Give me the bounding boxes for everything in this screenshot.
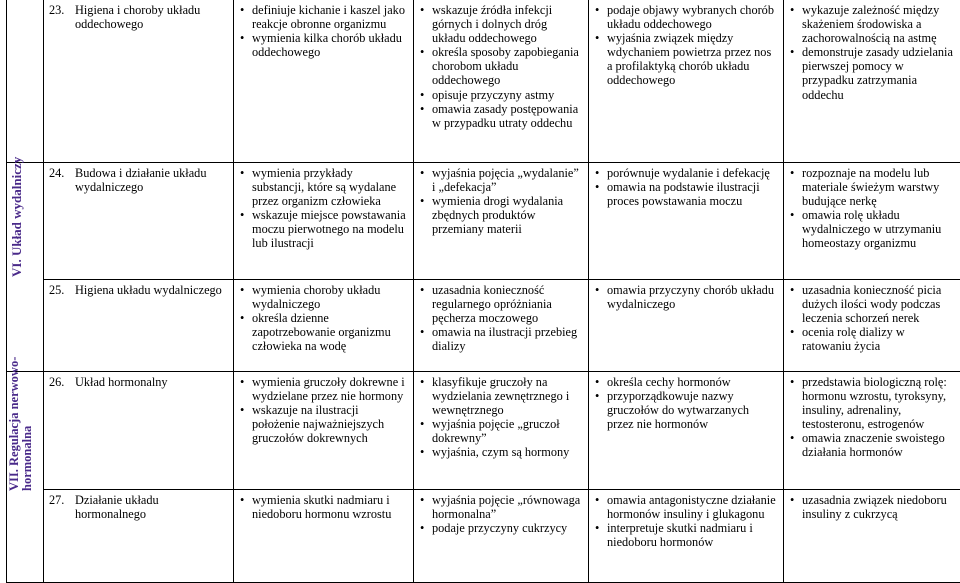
req-cell-c3 (589, 162, 784, 279)
requirement-list (594, 493, 778, 549)
list-item: • określa sposoby zapobiegania chorobom układu oddechowego (419, 45, 583, 87)
requirement-list (419, 166, 583, 236)
list-item: • wyjaśnia pojęcie „gruczoł dokrewny” (419, 417, 583, 445)
list-item: • uzasadnia konieczność regularnego opróżniania pęcherza moczowego (419, 283, 583, 325)
requirement-list (789, 3, 955, 102)
list-item: • uzasadnia konieczność picia dużych ilości wody podczas leczenia schorzeń nerek (789, 283, 955, 325)
list-item: • wymienia drogi wydalania zbędnych produktów przemiany materii (419, 194, 583, 236)
table-row (7, 0, 960, 162)
topic-cell (44, 162, 234, 279)
list-item: • wymienia skutki nadmiaru i niedoboru hormonu wzrostu (239, 493, 408, 521)
req-cell-c2 (414, 0, 589, 162)
req-cell-c4 (784, 371, 960, 489)
topic-title: Higiena i choroby układu oddechowego (75, 3, 201, 32)
curriculum-table (6, 0, 960, 583)
requirement-list (419, 3, 583, 130)
section-label: VI. Układ wydalniczy (9, 156, 24, 277)
requirement-list (594, 375, 778, 431)
list-item: • omawia przyczyny chorób układu wydalniczego (594, 283, 778, 311)
req-cell-c4 (784, 279, 960, 371)
list-item: • wskazuje miejsce powstawania moczu pierwotnego na modelu lub ilustracji (239, 208, 408, 250)
list-item: • klasyfikuje gruczoły na wydzielania zewnętrznego i wewnętrznego (419, 375, 583, 417)
requirement-list (594, 283, 778, 311)
list-item: • demonstruje zasady udzielania pierwszej pomocy w przypadku zatrzymania oddechu (789, 45, 955, 101)
requirement-list (789, 283, 955, 353)
list-item: • rozpoznaje na modelu lub materiale świeżym warstwy budujące nerkę (789, 166, 955, 208)
list-item: • omawia zasady postępowania w przypadku utraty oddechu (419, 102, 583, 130)
list-item: • omawia na podstawie ilustracji proces powstawania moczu (594, 180, 778, 208)
topic-title: Układ hormonalny (75, 374, 168, 389)
topic-number: 23. (49, 3, 65, 17)
list-item: • przyporządkowuje nazwy gruczołów do wytwarzanych przez nie hormonów (594, 389, 778, 431)
section-label: VII. Regulacja nerwowo- hormonalna (7, 356, 34, 491)
requirement-list (239, 166, 408, 251)
requirement-list (594, 3, 778, 88)
list-item: • uzasadnia związek niedoboru insuliny z cukrzycą (789, 493, 955, 521)
list-item: • wymienia gruczoły dokrewne i wydzielane przez nie hormony (239, 375, 408, 403)
req-cell-c4 (784, 0, 960, 162)
requirement-list (239, 3, 408, 59)
topic-number: 25. (49, 282, 65, 297)
req-cell-c1 (234, 162, 414, 279)
section-cell-excretory (7, 156, 44, 371)
req-cell-c2 (414, 279, 589, 371)
list-item: • wyjaśnia, czym są hormony (419, 445, 583, 459)
list-item: • omawia znaczenie swoistego działania hormonów (789, 431, 955, 459)
requirement-list (239, 375, 408, 445)
list-item: • omawia na ilustracji przebieg dializy (419, 325, 583, 353)
requirement-list (789, 166, 955, 251)
section-cell-respiratory (7, 0, 44, 162)
requirement-list (239, 493, 408, 521)
topic-title: Higiena układu wydalniczego (75, 282, 222, 297)
list-item: • definiuje kichanie i kaszel jako reakcje obronne organizmu (239, 3, 408, 31)
table-row (7, 489, 960, 582)
list-item: • omawia antagonistyczne działanie hormonów insuliny i glukagonu (594, 493, 778, 521)
list-item: • wymienia kilka chorób układu oddechowego (239, 31, 408, 59)
topic-cell (44, 489, 234, 582)
list-item: • wyjaśnia związek między wdychaniem powietrza przez nos a profilaktyką chorób układu oddechowego (594, 31, 778, 87)
list-item: • określa dzienne zapotrzebowanie organizmu człowieka na wodę (239, 311, 408, 353)
list-item: • ocenia rolę dializy w ratowaniu życia (789, 325, 955, 353)
topic-title: Budowa i działanie układu wydalniczego (75, 165, 207, 194)
list-item: • interpretuje skutki nadmiaru i niedoboru hormonów (594, 521, 778, 549)
req-cell-c4 (784, 162, 960, 279)
topic-number: 24. (49, 165, 65, 180)
req-cell-c1 (234, 279, 414, 371)
topic-cell (44, 371, 234, 489)
list-item: • podaje przyczyny cukrzycy (419, 521, 583, 535)
topic-cell (44, 279, 234, 371)
list-item: • wykazuje zależność między skażeniem środowiska a zachorowalnością na astmę (789, 3, 955, 45)
list-item: • podaje objawy wybranych chorób układu oddechowego (594, 3, 778, 31)
list-item: • wskazuje źródła infekcji górnych i dolnych dróg układu oddechowego (419, 3, 583, 45)
list-item: • omawia rolę układu wydalniczego w utrzymaniu homeostazy organizmu (789, 208, 955, 250)
req-cell-c2 (414, 371, 589, 489)
list-item: • wymienia przykłady substancji, które są wydalane przez organizm człowieka (239, 166, 408, 208)
req-cell-c1 (234, 0, 414, 162)
req-cell-c3 (589, 489, 784, 582)
list-item: • przedstawia biologiczną rolę: hormonu wzrostu, tyroksyny, insuliny, adrenaliny, testosteronu, estrogenów (789, 375, 955, 431)
requirement-list (594, 166, 778, 208)
list-item: • wyjaśnia pojęcie „równowaga hormonalna” (419, 493, 583, 521)
table-row (7, 279, 960, 371)
req-cell-c2 (414, 162, 589, 279)
topic-title: Działanie układu hormonalnego (75, 492, 159, 521)
list-item: • opisuje przyczyny astmy (419, 88, 583, 102)
req-cell-c1 (234, 371, 414, 489)
requirement-list (419, 375, 583, 460)
section-cell-hormonal (7, 356, 44, 582)
req-cell-c3 (589, 279, 784, 371)
list-item: • wskazuje na ilustracji położenie najważniejszych gruczołów dokrewnych (239, 403, 408, 445)
req-cell-c3 (589, 371, 784, 489)
table-row (7, 162, 960, 279)
list-item: • określa cechy hormonów (594, 375, 778, 389)
requirement-list (419, 283, 583, 353)
req-cell-c3 (589, 0, 784, 162)
req-cell-c4 (784, 489, 960, 582)
req-cell-c1 (234, 489, 414, 582)
topic-number: 27. (49, 492, 65, 507)
requirement-list (419, 493, 583, 535)
topic-cell (44, 0, 234, 162)
list-item: • wymienia choroby układu wydalniczego (239, 283, 408, 311)
req-cell-c2 (414, 489, 589, 582)
requirement-list (239, 283, 408, 353)
topic-number: 26. (49, 374, 65, 389)
table-row (7, 371, 960, 489)
requirement-list (789, 375, 955, 460)
list-item: • wyjaśnia pojęcia „wydalanie” i „defekacja” (419, 166, 583, 194)
list-item: • porównuje wydalanie i defekację (594, 166, 778, 180)
requirement-list (789, 493, 955, 521)
